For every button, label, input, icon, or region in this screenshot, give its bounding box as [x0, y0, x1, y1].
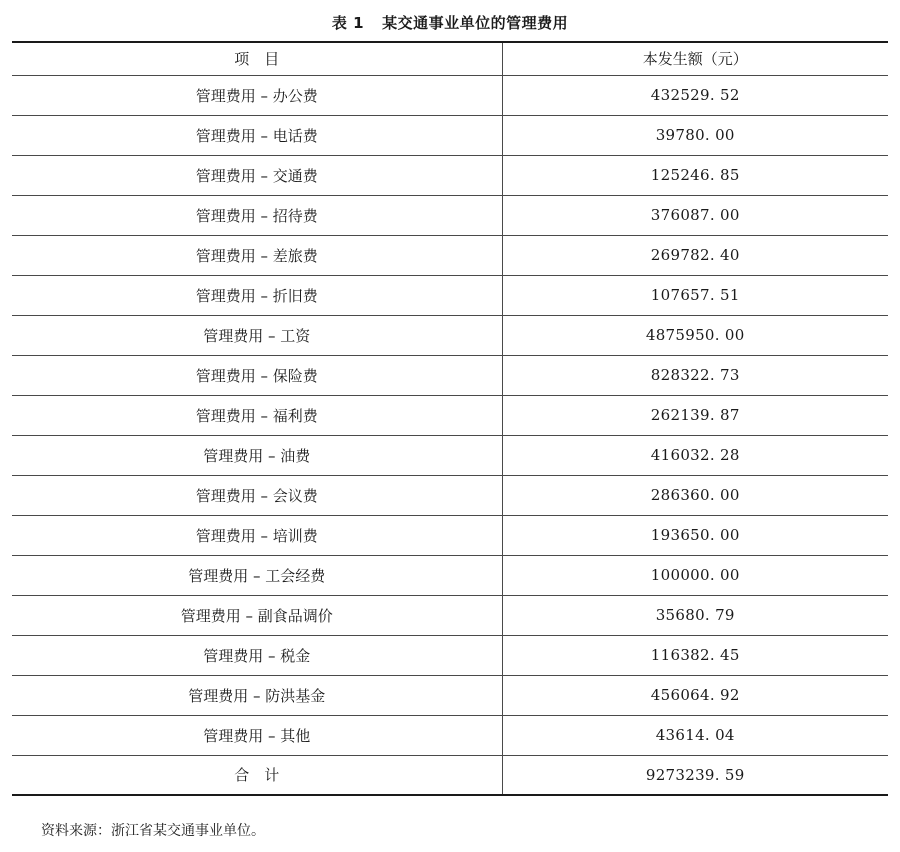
table-row	[12, 475, 888, 515]
row-item: 管理费用 – 招待费	[12, 195, 502, 235]
row-item: 管理费用 – 保险费	[12, 355, 502, 395]
row-item: 管理费用 – 交通费	[12, 155, 502, 195]
row-item: 管理费用 – 防洪基金	[12, 675, 502, 715]
row-amount: 107657. 51	[650, 286, 740, 304]
row-amount: 116382. 45	[650, 646, 740, 664]
table-row	[12, 715, 888, 755]
row-amount: 269782. 40	[650, 246, 740, 264]
header-item: 项 目	[12, 42, 502, 75]
row-item: 管理费用 – 差旅费	[12, 235, 502, 275]
row-amount: 432529. 52	[650, 86, 740, 104]
row-amount: 125246. 85	[650, 166, 740, 184]
row-amount: 35680. 79	[655, 606, 735, 624]
row-item: 管理费用 – 副食品调价	[12, 595, 502, 635]
table-row	[12, 355, 888, 395]
table-row	[12, 155, 888, 195]
table-row	[12, 315, 888, 355]
row-amount: 39780. 00	[655, 126, 735, 144]
table-header	[12, 42, 888, 75]
table-caption	[0, 12, 900, 33]
row-item: 管理费用 – 工会经费	[12, 555, 502, 595]
row-amount: 286360. 00	[650, 486, 740, 504]
row-item: 管理费用 – 会议费	[12, 475, 502, 515]
table-row	[12, 275, 888, 315]
row-amount: 43614. 04	[655, 726, 735, 744]
total-amount: 9273239. 59	[645, 765, 745, 784]
table-title: 某交通事业单位的管理费用	[382, 14, 569, 32]
row-item: 管理费用 – 办公费	[12, 75, 502, 115]
row-amount: 376087. 00	[650, 206, 740, 224]
table-row	[12, 75, 888, 115]
row-amount: 100000. 00	[650, 566, 740, 584]
row-item: 管理费用 – 工资	[12, 315, 502, 355]
row-item: 管理费用 – 其他	[12, 715, 502, 755]
table-row	[12, 195, 888, 235]
source-note: 资料来源：浙江省某交通事业单位。	[41, 823, 265, 839]
total-label: 合 计	[12, 755, 502, 795]
row-item: 管理费用 – 折旧费	[12, 275, 502, 315]
row-item: 管理费用 – 税金	[12, 635, 502, 675]
table-row	[12, 515, 888, 555]
total-row	[12, 755, 888, 795]
row-amount: 4875950. 00	[645, 326, 745, 344]
row-amount: 193650. 00	[650, 526, 740, 544]
row-amount: 262139. 87	[650, 406, 740, 424]
table-row	[12, 675, 888, 715]
row-amount: 456064. 92	[650, 686, 740, 704]
row-amount: 828322. 73	[650, 366, 740, 384]
table-row	[12, 555, 888, 595]
row-item: 管理费用 – 福利费	[12, 395, 502, 435]
table-row	[12, 635, 888, 675]
row-amount: 416032. 28	[650, 446, 740, 464]
table-number: 表 1	[331, 14, 365, 32]
table-row	[12, 395, 888, 435]
row-item: 管理费用 – 电话费	[12, 115, 502, 155]
table-row	[12, 235, 888, 275]
header-row	[12, 42, 888, 75]
row-item: 管理费用 – 培训费	[12, 515, 502, 555]
management-fee-table	[12, 41, 888, 796]
table-row	[12, 115, 888, 155]
table-body	[12, 75, 888, 795]
table-row	[12, 435, 888, 475]
row-item: 管理费用 – 油费	[12, 435, 502, 475]
header-amount: 本发生额（元）	[642, 50, 748, 69]
table-row	[12, 595, 888, 635]
